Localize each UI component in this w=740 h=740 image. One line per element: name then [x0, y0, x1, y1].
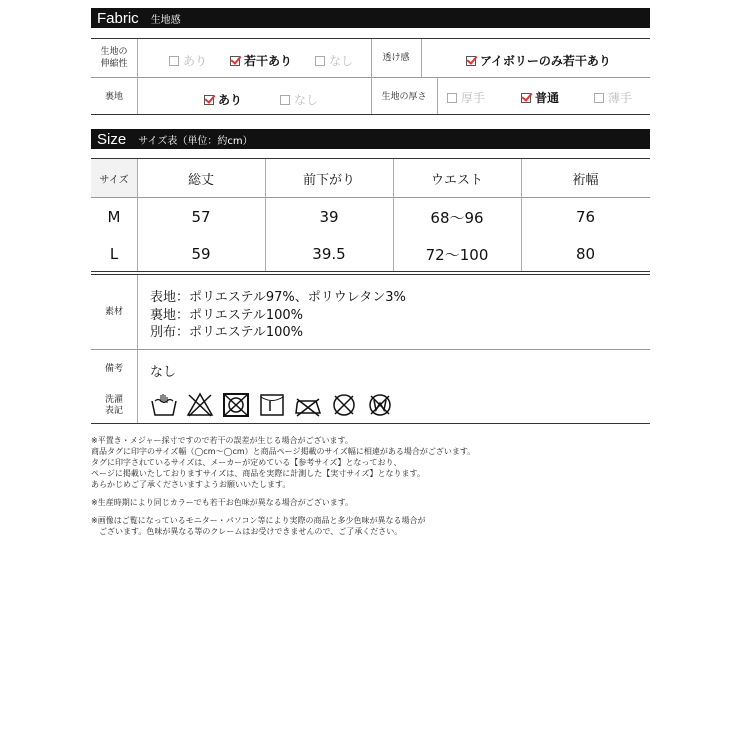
care-icons: [150, 392, 394, 418]
size-table: [91, 158, 650, 272]
lining-option-nashi: [280, 91, 318, 108]
table-cell: 39: [319, 208, 339, 226]
stretch-label: [91, 46, 137, 70]
stretch-option-nashi: [315, 52, 353, 69]
care-label: [91, 395, 137, 417]
no-tumble-dry-icon: [222, 392, 250, 418]
table-cell: 39.5: [312, 245, 346, 263]
stretch-label-line: 生地の: [100, 47, 128, 57]
divider: [91, 197, 650, 198]
table-cell: 59: [191, 245, 211, 263]
size-label-m: M: [107, 208, 121, 226]
size-corner-label: サイズ: [91, 159, 137, 197]
option-label: なし: [329, 54, 354, 68]
footnote: あらかじめご了承くださいますようお願いいたします。: [91, 480, 291, 489]
care-label-line: 表記: [104, 406, 123, 416]
thickness-option-atsude: [447, 89, 485, 106]
stretch-option-jakkan: [230, 52, 292, 69]
no-bleach-icon: [186, 392, 214, 418]
option-label: 厚手: [461, 91, 486, 105]
material-line: 別布：ポリエステル100%: [150, 325, 303, 340]
table-cell: 68〜96: [430, 208, 484, 227]
divider: [437, 77, 438, 114]
divider: [91, 349, 650, 350]
checkbox-checked-icon: [466, 56, 476, 66]
footnote: ページに掲載いたしておりますサイズは、商品を実際に計測した【実寸サイズ】となります。: [91, 469, 425, 478]
material-label: 素材: [104, 307, 123, 317]
checkbox-checked-icon: [204, 95, 214, 105]
table-cell: 76: [575, 208, 596, 226]
checkbox-checked-icon: [230, 56, 240, 66]
checkbox-icon: [447, 93, 457, 103]
no-dry-clean-icon: [330, 392, 358, 418]
column-header-sleeve: 裄幅: [572, 172, 599, 188]
footnote: ※生産時期により同じカラーでも若干お色味が異なる場合がございます。: [91, 498, 354, 507]
fabric-table: [91, 38, 650, 115]
thickness-label: 生地の厚さ: [381, 92, 427, 102]
remarks-label: 備考: [104, 364, 123, 374]
sheer-option: [466, 52, 611, 69]
option-label: 若干あり: [244, 54, 293, 68]
hand-wash-icon: [150, 392, 178, 418]
material-line: 表地：ポリエステル97%、ポリウレタン3%: [150, 290, 406, 305]
size-label-l: L: [109, 245, 119, 263]
remarks-value: なし: [150, 365, 177, 380]
iron-low-icon: [294, 392, 322, 418]
fabric-header: [91, 8, 650, 28]
size-title: Size: [97, 130, 127, 148]
column-header-waist: ウエスト: [430, 172, 483, 188]
line-dry-icon: [258, 392, 286, 418]
thickness-option-futsuu: [521, 89, 559, 106]
footnote: ※画像はご覧になっているモニター・パソコン等により実際の商品と多少色味が異なる場合が: [91, 516, 426, 525]
table-cell: 80: [575, 245, 596, 263]
divider: [421, 39, 422, 77]
footnote: ございます。色味が異なる等のクレームはお受けできませんので、ご了承ください。: [91, 527, 403, 536]
care-label-line: 洗濯: [104, 395, 123, 405]
sheer-label: 透け感: [382, 53, 410, 63]
lining-label: 裏地: [104, 92, 123, 102]
option-label: なし: [294, 93, 319, 107]
table-cell: 72〜100: [425, 245, 489, 264]
footnote: 商品タグに印字のサイズ幅（◯cm〜◯cm）と商品ページ掲載のサイズ幅に相違がある場合がございます。: [91, 447, 476, 456]
stretch-label-line: 伸縮性: [100, 59, 128, 69]
divider: [137, 39, 138, 77]
divider: [137, 77, 138, 114]
lining-option-ari: [204, 91, 242, 108]
option-label: 普通: [535, 91, 560, 105]
checkbox-icon: [315, 56, 325, 66]
no-wet-clean-icon: [366, 392, 394, 418]
fabric-subtitle: 生地感: [150, 14, 181, 26]
column-header-length: 総丈: [187, 172, 214, 188]
checkbox-icon: [594, 93, 604, 103]
size-header: [91, 129, 650, 149]
fabric-title: Fabric: [97, 9, 139, 27]
option-label: あり: [183, 54, 208, 68]
table-cell: 57: [191, 208, 211, 226]
checkbox-icon: [280, 95, 290, 105]
stretch-option-ari: [169, 52, 207, 69]
size-subtitle: サイズ表（単位：約cm）: [138, 135, 253, 147]
column-header-front-drop: 前下がり: [302, 172, 355, 188]
thickness-option-usude: [594, 89, 632, 106]
option-label: あり: [218, 93, 243, 107]
option-label: 薄手: [608, 91, 633, 105]
checkbox-checked-icon: [521, 93, 531, 103]
option-label: アイボリーのみ若干あり: [480, 54, 611, 68]
material-line: 裏地：ポリエステル100%: [150, 308, 303, 323]
footnote: タグに印字されているサイズは、メーカーが定めている【参考サイズ】となっており、: [91, 458, 402, 467]
checkbox-icon: [169, 56, 179, 66]
footnote: ※平置き・メジャー採寸ですので若干の誤差が生じる場合がございます。: [91, 436, 353, 445]
details-table: [91, 274, 650, 424]
